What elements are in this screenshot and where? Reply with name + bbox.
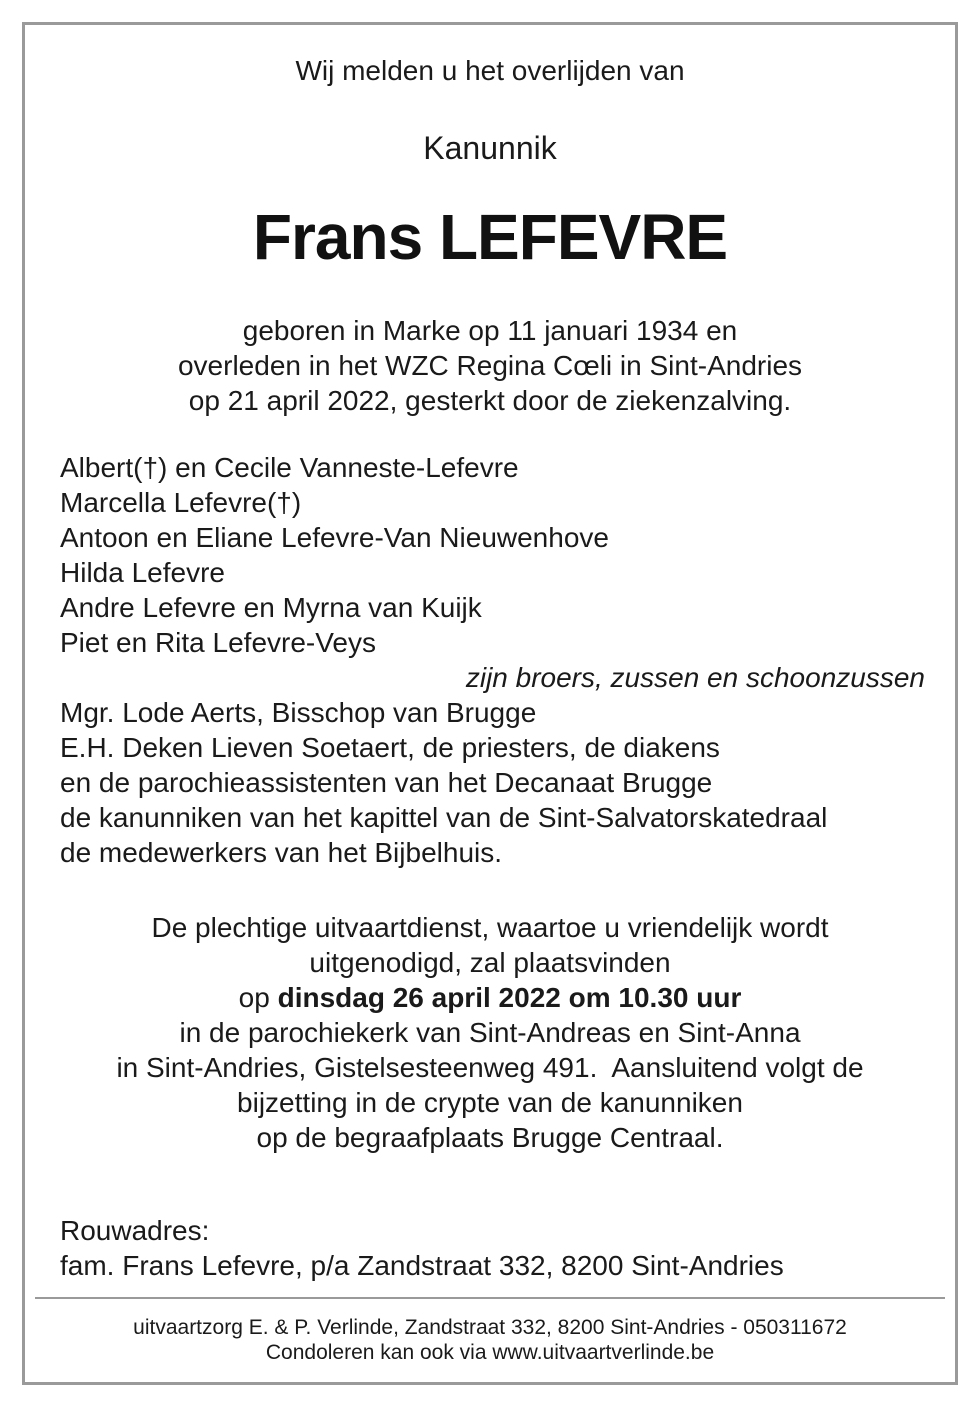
service-date-prefix: op — [238, 982, 270, 1013]
family-line: Andre Lefevre en Myrna van Kuijk — [60, 592, 482, 623]
mourning-address — [60, 1213, 784, 1283]
footer — [25, 1315, 955, 1365]
service-date-line — [25, 980, 955, 1015]
service-line: op de begraafplaats Brugge Centraal. — [256, 1122, 724, 1153]
service-details — [25, 910, 955, 1155]
family-line: Antoon en Eliane Lefevre-Van Nieuwenhove — [60, 522, 609, 553]
born-line: overleden in het WZC Regina Cœli in Sint-Andries — [177, 350, 803, 381]
intro-text: Wij melden u het overlijden van — [295, 55, 685, 86]
born-line: geboren in Marke op 11 januari 1934 en — [242, 315, 738, 346]
service-line: in de parochiekerk van Sint-Andreas en Sint-Anna — [179, 1017, 801, 1048]
service-line: in Sint-Andries, Gistelsesteenweg 491. Aansluitend volgt de — [116, 1052, 864, 1083]
mourner-line: en de parochieassistenten van het Decanaat Brugge — [60, 767, 713, 798]
title-prefix: Kanunnik — [423, 130, 557, 166]
service-line: uitgenodigd, zal plaatsvinden — [309, 947, 671, 978]
family-line: Marcella Lefevre(†) — [60, 487, 302, 518]
obituary-card — [22, 22, 958, 1385]
mourner-line: de medewerkers van het Bijbelhuis. — [60, 837, 503, 868]
service-line: bijzetting in de crypte van de kanunniken — [237, 1087, 743, 1118]
deceased-name: Frans LEFEVRE — [252, 201, 728, 273]
family-relation: zijn broers, zussen en schoonzussen — [465, 662, 925, 693]
family-line: Piet en Rita Lefevre-Veys — [60, 627, 376, 658]
funeral-home-info: uitvaartzorg E. & P. Verlinde, Zandstraat 332, 8200 Sint-Andries - 050311672 — [133, 1316, 847, 1339]
divider — [35, 1297, 945, 1299]
service-date: dinsdag 26 april 2022 om 10.30 uur — [277, 982, 742, 1013]
mourner-line: de kanunniken van het kapittel van de Sint-Salvatorskatedraal — [60, 802, 828, 833]
address-value: fam. Frans Lefevre, p/a Zandstraat 332, 8200 Sint-Andries — [60, 1250, 784, 1281]
address-label: Rouwadres: — [60, 1215, 210, 1246]
mourner-line: E.H. Deken Lieven Soetaert, de priesters, de diakens — [60, 732, 720, 763]
family-list — [60, 450, 925, 870]
mourner-line: Mgr. Lode Aerts, Bisschop van Brugge — [60, 697, 537, 728]
service-line: De plechtige uitvaartdienst, waartoe u vriendelijk wordt — [151, 912, 829, 943]
family-line: Albert(†) en Cecile Vanneste-Lefevre — [60, 452, 519, 483]
family-line: Hilda Lefevre — [60, 557, 225, 588]
condolence-info: Condoleren kan ook via www.uitvaartverlinde.be — [265, 1341, 715, 1364]
birth-death-details — [25, 313, 955, 418]
born-line: op 21 april 2022, gesterkt door de ziekenzalving. — [188, 385, 792, 416]
